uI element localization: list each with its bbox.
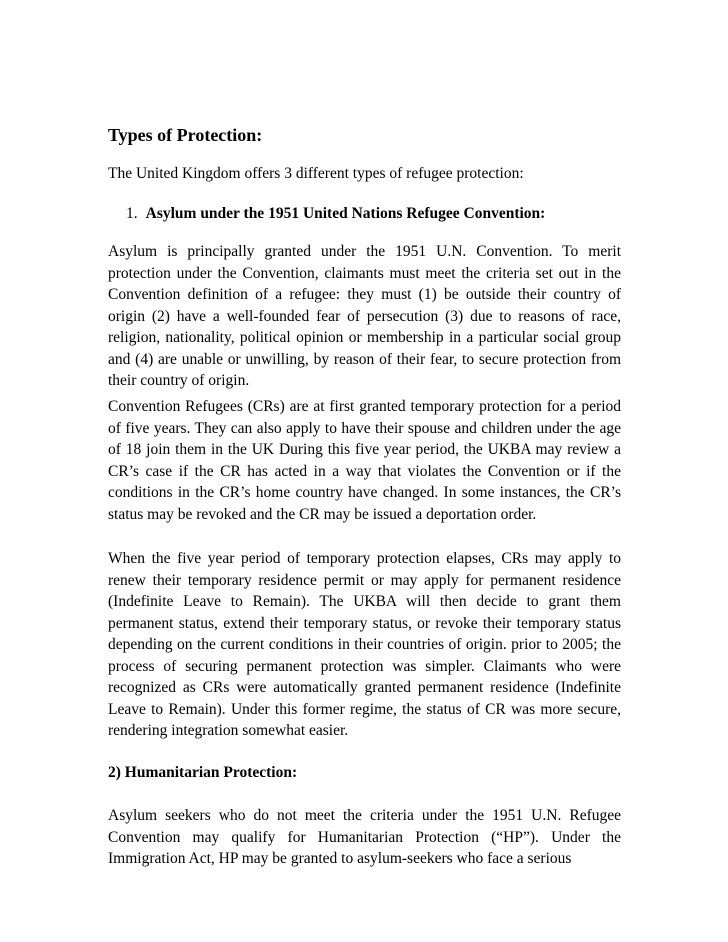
paragraph-convention-refugees: Convention Refugees (CRs) are at first granted temporary protection for a period of five years. They can also apply to have their spouse and children under the age of 18 join them in the UK During this five year period, the UKBA may review a CR’s case if the CR has acted in a way that violates the Convention or if the conditions in the CR’s home country have changed. In some instances, the CR’s status may be revoked and the CR may be issued a deportation order. xyxy=(108,398,621,523)
paragraph-humanitarian-protection: Asylum seekers who do not meet the criteria under the 1951 U.N. Refugee Convention may qualify for Humanitarian Protection (“HP”). Under the Immigration Act, HP may be granted to asylum-seekers who face a serious xyxy=(108,807,621,867)
page-title: Types of Protection: xyxy=(108,125,263,145)
list-item-heading-text: Asylum under the 1951 United Nations Refugee Convention: xyxy=(145,205,546,222)
paragraph-permanent-residence: When the five year period of temporary protection elapses, CRs may apply to renew their temporary residence permit or may apply for permanent residence (Indefinite Leave to Remain). The UKBA will then decide to grant them permanent status, extend their temporary status, or revoke their temporary status depending on the current conditions in their countries of origin. prior to 2005; the process of securing permanent protection was simpler. Claimants who were recognized as CRs were automatically granted permanent residence (Indefinite Leave to Remain). Under this former regime, the status of CR was more secure, rendering integration somewhat easier. xyxy=(108,550,621,739)
paragraph-asylum-criteria: Asylum is principally granted under the 1951 U.N. Convention. To merit protection under the Convention, claimants must meet the criteria set out in the Convention definition of a refugee: they must (1) be outside their country of origin (2) have a well-founded fear of persecution (3) due to reasons of race, religion, nationality, political opinion or membership in a particular social group and (4) are unable or unwilling, by reason of their fear, to secure protection from their country of origin. xyxy=(108,243,621,389)
section-heading-humanitarian-protection: 2) Humanitarian Protection: xyxy=(108,764,298,781)
list-item-number: 1. xyxy=(126,205,138,222)
intro-text: The United Kingdom offers 3 different types of refugee protection: xyxy=(108,165,524,182)
list-item-asylum-heading xyxy=(126,203,545,224)
